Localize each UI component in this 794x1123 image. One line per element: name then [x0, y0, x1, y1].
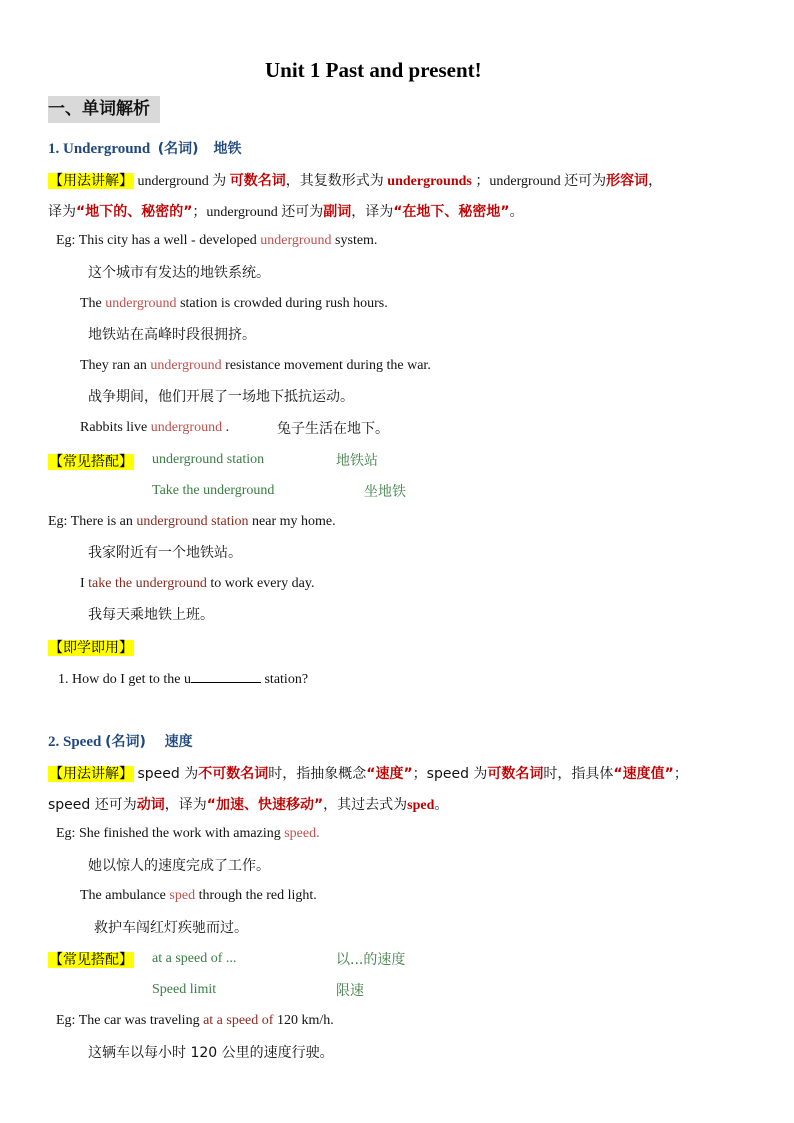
key-term: “地下的、秘密的” — [76, 204, 193, 220]
usage-text: 时，指具体 — [543, 766, 614, 782]
example-translation: 地铁站在高峰时段很拥挤。 — [88, 327, 256, 343]
usage-text: ，其过去式为 — [323, 797, 408, 813]
collocation-tag: 【常见搭配】 — [49, 952, 133, 968]
usage-text: 译为 — [48, 204, 76, 220]
key-term: “在地下、秘密地” — [393, 204, 510, 220]
usage-text: ， — [648, 173, 663, 189]
example-sentence — [80, 888, 317, 904]
word-meaning: 地铁 — [213, 141, 242, 157]
example-translation: 这辆车以每小时 120 公里的速度行驶。 — [88, 1045, 334, 1061]
key-term: 动词 — [136, 797, 165, 813]
example-translation: 这个城市有发达的地铁系统。 — [88, 265, 270, 281]
usage-text: 。 — [509, 204, 524, 220]
practice-line — [48, 637, 134, 657]
collocation-tag: 【常见搭配】 — [49, 454, 133, 470]
usage-text: ； — [673, 766, 688, 782]
example-text: resistance movement during the war. — [221, 358, 431, 373]
usage-text: ；underground — [192, 205, 278, 220]
example-sentence — [56, 1013, 334, 1029]
example-sentence — [56, 826, 320, 842]
collocation-meaning: 地铁站 — [336, 453, 378, 469]
key-term: “加速、快速移动” — [206, 797, 324, 813]
example-highlight: at a speed of — [203, 1013, 274, 1028]
key-term: undergrounds — [387, 174, 472, 189]
example-sentence — [80, 358, 431, 374]
example-sentence — [80, 576, 314, 592]
practice-tag: 【即学即用】 — [49, 640, 133, 656]
collocation-phrase: Speed limit — [152, 982, 217, 997]
example-text: The — [80, 296, 106, 311]
example-text: . — [222, 420, 230, 435]
word-meaning: 速度 — [164, 734, 193, 750]
example-translation: 我每天乘地铁上班。 — [88, 607, 214, 623]
usage-line-2 — [48, 794, 448, 814]
usage-line-1 — [48, 763, 688, 783]
example-sentence — [48, 514, 336, 530]
example-text: Eg: The car was traveling — [56, 1013, 204, 1028]
collocation-phrase: Take the underground — [152, 483, 275, 498]
word-heading-speed — [48, 731, 193, 751]
example-text: They ran an — [80, 358, 151, 373]
page-title: Unit 1 Past and present! — [265, 58, 482, 82]
example-highlight: underground — [105, 296, 177, 311]
collocation-meaning: 以...的速度 — [336, 952, 406, 968]
example-translation: 救护车闯红灯疾驰而过。 — [94, 920, 248, 936]
example-highlight: speed. — [284, 826, 320, 841]
example-text: to work every day. — [206, 576, 315, 591]
usage-text: 为 — [212, 173, 227, 189]
example-sentence — [80, 420, 229, 436]
collocation-phrase: underground station — [152, 452, 265, 467]
example-translation: 她以惊人的速度完成了工作。 — [88, 858, 270, 874]
question-text: station? — [260, 672, 309, 687]
usage-text: speed 为 — [137, 766, 199, 782]
usage-tag: 【用法讲解】 — [49, 766, 133, 782]
example-highlight: underground station — [136, 514, 249, 529]
usage-line-2 — [48, 201, 524, 221]
key-term: 可数名词 — [487, 766, 544, 782]
collocation-meaning: 限速 — [336, 983, 364, 999]
example-translation: 兔子生活在地下。 — [277, 421, 389, 437]
example-text: through the red light. — [195, 888, 317, 903]
key-term: “速度” — [366, 766, 413, 782]
example-text: system. — [331, 233, 378, 248]
example-text: Eg: This city has a well - developed — [56, 233, 261, 248]
example-text: The ambulance — [80, 888, 170, 903]
example-text: Eg: There is an — [48, 514, 137, 529]
example-sentence — [80, 296, 388, 312]
collocation-line — [48, 451, 134, 471]
example-highlight: take the underground — [88, 576, 207, 591]
example-text: Eg: She finished the work with amazing — [56, 826, 285, 841]
example-text: I — [80, 576, 89, 591]
key-term: sped — [407, 798, 435, 813]
word-pos: (名词) — [105, 734, 146, 750]
key-term: 可数名词 — [229, 173, 286, 189]
usage-text: 时，指抽象概念 — [268, 766, 367, 782]
collocation-phrase: at a speed of ... — [152, 951, 237, 966]
collocation-line — [48, 949, 134, 969]
example-highlight: underground — [150, 420, 223, 435]
section-heading: 一、单词解析 — [48, 96, 160, 123]
key-term: “速度值” — [613, 766, 674, 782]
word-term: 2. Speed — [48, 734, 102, 750]
example-sentence — [56, 233, 377, 249]
usage-text: ；underground — [475, 174, 561, 189]
usage-text: ；speed 为 — [412, 766, 488, 782]
usage-tag: 【用法讲解】 — [49, 173, 133, 189]
key-term: 不可数名词 — [198, 766, 269, 782]
practice-question — [58, 670, 308, 688]
word-pos: (名词) — [157, 141, 199, 157]
example-highlight: sped — [169, 888, 196, 903]
example-text: station is crowded during rush hours. — [176, 296, 388, 311]
usage-text: ，译为 — [164, 797, 207, 813]
example-text: near my home. — [248, 514, 336, 529]
usage-text: underground — [137, 174, 209, 189]
usage-text: ，译为 — [351, 204, 394, 220]
example-translation: 我家附近有一个地铁站。 — [88, 545, 242, 561]
word-heading-underground — [48, 138, 242, 158]
usage-line-1 — [48, 170, 662, 190]
usage-text: 还可为 — [281, 204, 324, 220]
collocation-meaning: 坐地铁 — [364, 484, 406, 500]
example-text: 120 km/h. — [273, 1013, 334, 1028]
example-highlight: underground — [260, 233, 332, 248]
key-term: 副词 — [323, 204, 352, 220]
usage-text: speed 还可为 — [48, 797, 137, 813]
example-translation: 战争期间，他们开展了一场地下抵抗运动。 — [88, 389, 354, 405]
key-term: 形容词 — [606, 173, 649, 189]
usage-text: 还可为 — [564, 173, 607, 189]
answer-blank[interactable] — [191, 670, 261, 683]
usage-text: ，其复数形式为 — [285, 173, 384, 189]
question-text: 1. How do I get to the u — [58, 672, 191, 687]
example-highlight: underground — [150, 358, 222, 373]
word-term: 1. Underground — [48, 141, 151, 157]
usage-text: 。 — [434, 797, 449, 813]
example-text: Rabbits live — [80, 420, 151, 435]
